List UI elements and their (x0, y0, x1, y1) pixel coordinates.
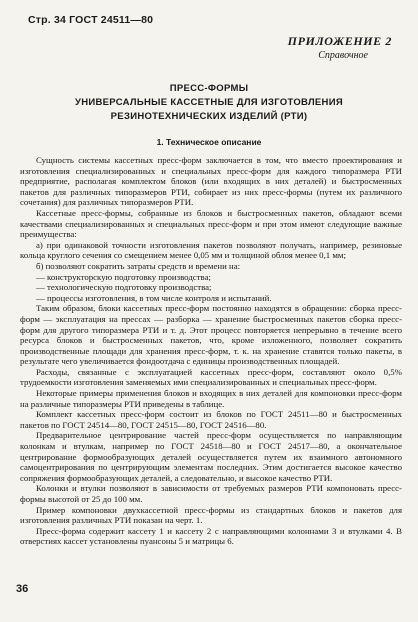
paragraph: б) позволяют сократить затраты средств и времени на: (36, 260, 241, 271)
page-number: 36 (16, 583, 29, 595)
paragraph: Сущность системы кассетных пресс-форм заключается в том, что вместо проектирования и изготовления специализированных и специальных пресс-форм для каждого типоразмера РТИ предприятие, располагая комплектом блоков (или входящих в них деталей) и быстросменных пакетов для различных типоразмеров РТИ, собирает из них пресс-формы (путем их различного сочетания) для различных типоразмеров РТИ. (20, 155, 402, 208)
list-item: — технологическую подготовку производства; (36, 282, 212, 293)
paragraph: Пример компоновки двухкассетной пресс-формы из стандартных блоков и пакетов для изготовления различных РТИ показан на черт. 1. (20, 504, 402, 526)
title-line-1: ПРЕСС-ФОРМЫ (169, 83, 249, 94)
paragraph: Кассетные пресс-формы, собранные из блоков и быстросменных пакетов, обладают всеми качествами специализированных и специальных пресс-форм и при этом имеют следующие важные преимущества: (20, 207, 402, 240)
paragraph: Некоторые примеры применения блоков и входящих в них деталей для компоновки пресс-форм на различные типоразмеры РТИ приведены в таблице. (20, 388, 402, 409)
list-item: — конструкторскую подготовку производства; (36, 271, 211, 282)
body-text (20, 155, 402, 547)
paragraph: Пресс-форма содержит кассету 1 и кассету 2 с направляющими колоннами 3 и втулками 4. В отверстиях кассет установлены пуансоны 5 и матрицы 6. (20, 525, 402, 547)
page-header-standard: Стр. 34 ГОСТ 24511—80 (28, 14, 154, 26)
appendix-label: ПРИЛОЖЕНИЕ 2 (287, 34, 392, 48)
title-line-2: УНИВЕРСАЛЬНЫЕ КАССЕТНЫЕ ДЛЯ ИЗГОТОВЛЕНИЯ (75, 97, 343, 108)
list-item: — процессы изготовления, в том числе контроля и испытаний. (36, 292, 272, 303)
appendix-note: Справочное (318, 50, 368, 61)
title-line-3: РЕЗИНОТЕХНИЧЕСКИХ ИЗДЕЛИЙ (РТИ) (110, 111, 308, 122)
paragraph: Колонки и втулки позволяют в зависимости от требуемых размеров РТИ компоновать пресс-формы высотой от 25 до 100 мм. (20, 483, 402, 504)
paragraph: Предварительное центрирование частей пресс-форм осуществляется по направляющим колонкам и втулкам, например по ГОСТ 24518—80 и ГОСТ 24517—80, а окончательное центрирование формообразующих деталей осуществляется путем их взаимного автономного самоцентрирования по центрирующим элементам последних. Этим достигается высокое качество сопряжения формообразующих деталей, а следовательно, и высокое качество РТИ. (20, 430, 402, 483)
paragraph: Таким образом, блоки кассетных пресс-форм постоянно находятся в обращении: сборка пресс-форм — эксплуатация на прессах — разборка — хранение быстросменных пакетов сборка пресс-форм для другого типоразмера РТИ и т. д. Этот процесс повторяется непрерывно в течение всего ресурса блоков и быстросменных пакетов, что, кроме изложенного, позволяет сократить производственные площади для хранения пресс-форм, т. к. на хранение ставятся только пакеты, в результате чего увеличивается фондоотдача с единицы производственных площадей. (20, 303, 402, 367)
section-heading: 1. Техническое описание (156, 137, 262, 147)
document-title (40, 82, 378, 124)
paragraph: Расходы, связанные с эксплуатацией кассетных пресс-форм, составляют около 0,5% трудоемкости изготовления заменяемых ими специализированных и специальных пресс-форм. (20, 366, 402, 388)
paragraph: Комплект кассетных пресс-форм состоит из блоков по ГОСТ 24511—80 и быстросменных пакетов по ГОСТ 24514—80, ГОСТ 24515—80, ГОСТ 24516—80. (20, 409, 402, 430)
paragraph: а) при одинаковой точности изготовления пакетов позволяют получать, например, резиновые кольца круглого сечения со смещением менее 0,05 мм и толщиной облоя менее 0,1 мм; (20, 239, 402, 261)
